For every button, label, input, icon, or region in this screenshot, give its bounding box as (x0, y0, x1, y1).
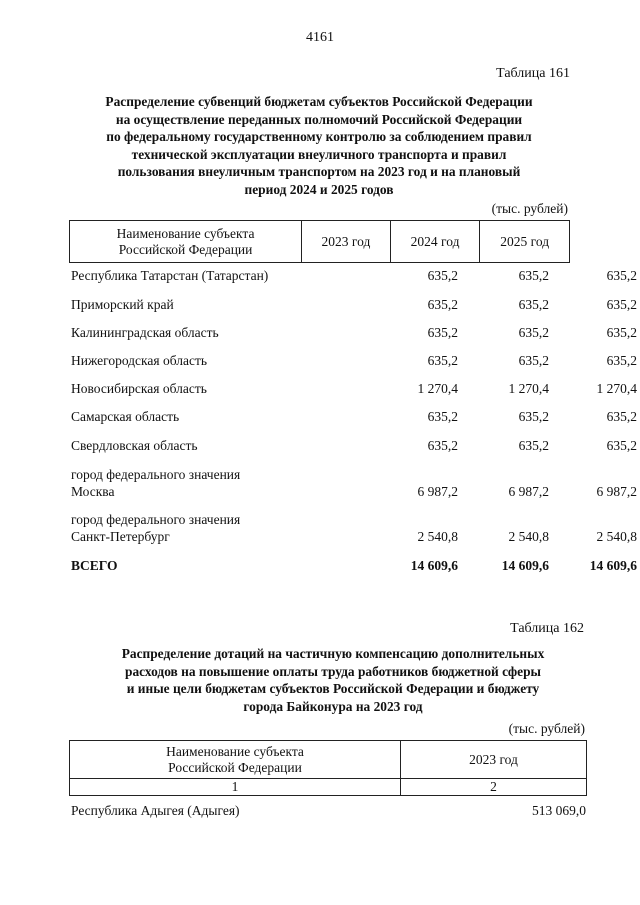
title-line: расходов на повышение оплаты труда работников бюджетной сферы (125, 663, 541, 679)
value-2023: 6 987,2 (417, 484, 458, 499)
table-row (71, 803, 586, 819)
region-name: Свердловская область (71, 438, 198, 453)
title-line: на осуществление переданных полномочий Российской Федерации (115, 111, 523, 127)
total-2023: 14 609,6 (410, 558, 458, 573)
value-2024: 6 987,2 (508, 484, 549, 499)
value-2023: 635,2 (427, 325, 458, 340)
table161-header (69, 220, 570, 263)
value-2024: 635,2 (518, 325, 549, 340)
title-line: технической эксплуатации внеуличного транспорта и правил (131, 146, 507, 162)
title-line: пользования внеуличным транспортом на 2023 год и на плановый (117, 164, 521, 180)
value-2024: 635,2 (518, 268, 549, 283)
total-2024: 14 609,6 (501, 558, 549, 573)
value-2024: 635,2 (518, 353, 549, 368)
value-2023: 635,2 (427, 353, 458, 368)
region-name: город федерального значения Москва (71, 467, 241, 499)
value-2023: 1 270,4 (417, 381, 458, 396)
value-2023: 2 540,8 (417, 529, 458, 544)
region-name: Новосибирская область (71, 381, 207, 396)
header-name-line2: Российской Федерации (118, 241, 253, 257)
page-number: 4161 (306, 30, 334, 45)
region-name: Республика Татарстан (Татарстан) (71, 268, 269, 283)
value-2023: 635,2 (427, 297, 458, 312)
value-2025: 635,2 (606, 438, 637, 453)
table161-title (60, 93, 578, 199)
region-name: Калининградская область (71, 325, 219, 340)
header-name-line1: Наименование субъекта (116, 225, 255, 241)
title-line: города Байконура на 2023 год (243, 698, 423, 714)
table162-label: Таблица 162 (510, 621, 584, 636)
table162-header (69, 740, 587, 796)
value-2024: 635,2 (518, 409, 549, 424)
header-num-2: 2 (401, 779, 587, 796)
region-name: Республика Адыгея (Адыгея) (71, 803, 240, 818)
value-2025: 635,2 (606, 325, 637, 340)
value-2023: 513 069,0 (532, 803, 586, 818)
value-2023: 635,2 (427, 268, 458, 283)
value-2023: 635,2 (427, 409, 458, 424)
header-num-1: 1 (70, 779, 401, 796)
header-name-line1: Наименование субъекта (166, 743, 304, 759)
region-name: Самарская область (71, 409, 180, 424)
value-2024: 635,2 (518, 438, 549, 453)
value-2025: 2 540,8 (596, 529, 637, 544)
title-line: Распределение дотаций на частичную компенсацию дополнительных (121, 646, 545, 661)
table161-units: (тыс. рублей) (491, 201, 568, 216)
value-2025: 635,2 (606, 297, 637, 312)
table161-label: Таблица 161 (496, 66, 570, 81)
title-line: по федеральному государственному контролю за соблюдением правил (106, 129, 532, 145)
header-name-line2: Российской Федерации (168, 759, 302, 775)
value-2025: 635,2 (606, 409, 637, 424)
value-2024: 1 270,4 (508, 381, 549, 396)
region-name: Нижегородская область (71, 353, 208, 368)
value-2024: 635,2 (518, 297, 549, 312)
header-2023: 2023 год (401, 741, 587, 779)
value-2024: 2 540,8 (508, 529, 549, 544)
table162-units: (тыс. рублей) (508, 721, 585, 736)
header-2024: 2024 год (390, 221, 480, 263)
value-2025: 6 987,2 (596, 484, 637, 499)
header-name (70, 741, 401, 779)
header-name (70, 221, 302, 263)
value-2025: 635,2 (606, 268, 637, 283)
value-2023: 635,2 (427, 438, 458, 453)
total-2025: 14 609,6 (589, 558, 637, 573)
region-name: город федерального значения Санкт-Петербург (71, 512, 241, 544)
value-2025: 635,2 (606, 353, 637, 368)
region-name: Приморский край (71, 297, 174, 312)
header-2023: 2023 год (302, 221, 391, 263)
value-2025: 1 270,4 (596, 381, 637, 396)
table162-title (60, 645, 606, 715)
title-line: и иные цели бюджетам субъектов Российской Федерации и бюджету (126, 681, 540, 697)
total-label: ВСЕГО (71, 558, 118, 573)
title-line: Распределение субвенций бюджетам субъектов Российской Федерации (105, 94, 533, 109)
title-line: период 2024 и 2025 годов (244, 181, 394, 197)
header-2025: 2025 год (480, 221, 570, 263)
